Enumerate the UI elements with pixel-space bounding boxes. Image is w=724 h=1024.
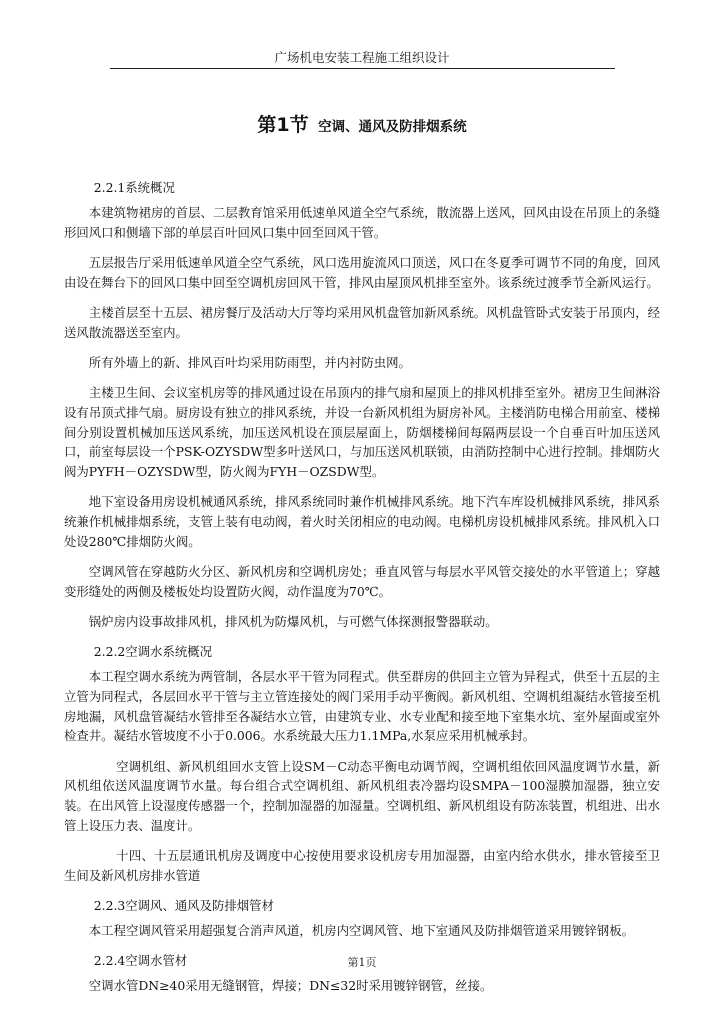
paragraph: 五层报告厅采用低速单风道全空气系统，风口选用旋流风口顶送，风口在冬夏季可调节不同的角度，回风由设在舞台下的回风口集中回至空调机房回风干管，排风由屋顶风机排至室外。该系统过渡季节全新风运行。: [64, 254, 660, 290]
section-heading: [0, 110, 724, 137]
paragraph: 锅炉房内设事故排风机，排风机为防爆风机，与可燃气体探测报警器联动。: [88, 614, 498, 630]
section-number: 第1节: [257, 114, 309, 136]
paragraph: 空调水管DN≥40采用无缝钢管，焊接；DN≤32时采用镀锌钢管，丝接。: [88, 977, 493, 993]
subheading-2-2-1: 2.2.1系统概况: [93, 180, 175, 195]
paragraph: 本建筑物裙房的首层、二层教育馆采用低速单风道全空气系统，散流器上送风，回风由设在吊顶上的条缝形回风口和侧墙下部的单层百叶回风口集中回至回风干管。: [64, 204, 660, 240]
paragraph: 空调机组、新风机组回水支管上设SM－C动态平衡电动调节阀，空调机组依回风温度调节水量，新风机组依送风温度调节水量。每台组合式空调机组、新风机组表冷器均设SMPA－100湿膜加湿器，独立安装。在出风管上设湿度传感器一个，控制加湿器的加湿量。空调机组、新风机组设有防冻装置，机组进、出水管上设压力表、温度计。: [64, 758, 660, 834]
subheading-2-2-4: 2.2.4空调水管材: [93, 953, 188, 969]
paragraph: 所有外墙上的新、排风百叶均采用防雨型，并内衬防虫网。: [88, 354, 411, 370]
paragraph: 主楼卫生间、会议室机房等的排风通过设在吊顶内的排气扇和屋顶上的排风机排至室外。裙房卫生间淋浴设有吊顶式排气扇。厨房设有独立的排风系统，并设一台新风机组为厨房补风。主楼消防电梯合用前室、楼梯间分别设置机械加压送风系统，加压送风机设在顶层屋面上，防烟楼梯间每隔两层设一个自垂百叶加压送风口，前室每层设一个PSK-OZYSDW型多叶送风口，与加压送风机联锁，由消防控制中心进行控制。排烟防火阀为PYFH－OZYSDW型，防火阀为FYH－OZSDW型。: [64, 384, 660, 480]
page-number: 第1页: [347, 956, 377, 969]
body-text: [64, 178, 660, 1006]
paragraph: 主楼首层至十五层、裙房餐厅及活动大厅等均采用风机盘管加新风系统。风机盘管卧式安装于吊顶内，经送风散流器送至室内。: [64, 304, 660, 340]
paragraph: 本工程空调风管采用超强复合消声风道，机房内空调风管、地下室通风及防排烟管道采用镀锌钢板。: [88, 923, 634, 938]
paragraph: 十四、十五层通讯机房及调度中心按使用要求设机房专用加湿器，由室内给水供水，排水管接至卫生间及新风机房排水管道: [64, 848, 660, 884]
subheading-2-2-2: 2.2.2空调水系统概况: [93, 644, 213, 660]
paragraph: 地下室设备用房设机械通风系统，排风系统同时兼作机械排风系统。地下汽车库设机械排风系统，排风系统兼作机械排烟系统，支管上装有电动阀，着火时关闭相应的电动阀。电梯机房设机械排风系统。排风机入口处设280℃排烟防火阀。: [64, 494, 660, 549]
paragraph: 空调风管在穿越防火分区、新风机房和空调机房处；垂直风管与每层水平风管交接处的水平管道上；穿越变形缝处的两侧及楼板处均设置防火阀，动作温度为70℃。: [64, 564, 660, 599]
header-rule: [110, 68, 615, 69]
subheading-2-2-3: 2.2.3空调风、通风及防排烟管材: [93, 898, 274, 914]
running-header: 广场机电安装工程施工组织设计: [274, 50, 450, 65]
paragraph: 本工程空调水系统为两管制，各层水平干管为同程式。供至群房的供回主立管为异程式，供至十五层的主立管为同程式，各层回水平干管与主立管连接处的阀门采用手动平衡阀。新风机组、空调机组凝结水管接至机房地漏，风机盘管凝结水管排至各凝结水立管，由建筑专业、水专业配和接至地下室集水坑、室外屋面或室外检查井。凝结水管坡度不小于0.006。水系统最大压力1.1MPa,水泵应采用机械承封。: [64, 669, 660, 744]
section-title: 空调、通风及防排烟系统: [318, 119, 467, 135]
